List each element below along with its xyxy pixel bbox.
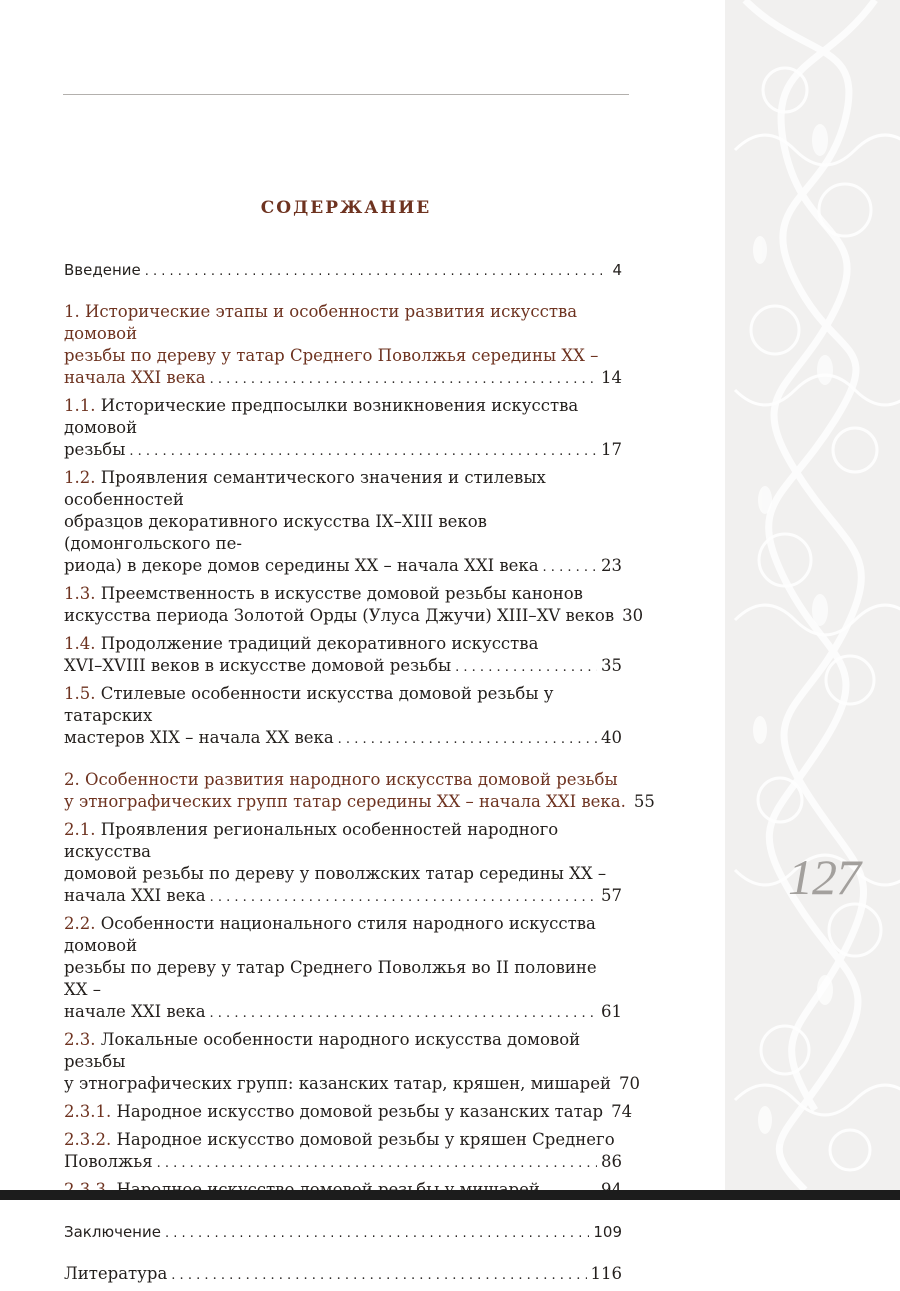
toc-entry-number: 2.3. [64, 1030, 96, 1049]
toc-entry-page: 4 [612, 261, 622, 279]
table-of-contents [64, 259, 655, 1291]
toc-entry-text: Стилевые особенности искусства домовой резьбы у татарских [64, 684, 554, 725]
toc-entry-title: риода) в декоре домов середины XX – начала XXI века [64, 556, 539, 575]
toc-entry-last-line [64, 1073, 640, 1097]
page-title: СОДЕРЖАНИЕ [260, 198, 432, 218]
toc-entry[interactable] [64, 467, 622, 579]
toc-entry[interactable] [64, 769, 655, 815]
toc-entry-page: 86 [601, 1152, 622, 1171]
toc-entry-text: резьбы по дереву у татар Среднего Поволжья середины XX – [64, 346, 599, 365]
toc-entry-title: искусства периода Золотой Орды (Улуса Джучи) XIII–XV веков [64, 606, 615, 625]
toc-entry-last-line [64, 1263, 622, 1287]
toc-entry-text: Продолжение традиций декоративного искусства [100, 634, 539, 653]
toc-entry-title: Введение [64, 261, 141, 279]
toc-entry[interactable] [64, 301, 622, 391]
toc-entry-last-line [64, 1001, 622, 1025]
toc-entry-text: образцов декоративного искусства IX–XIII веков (домонгольского пе- [64, 512, 487, 553]
toc-entry-last-line [64, 1151, 622, 1175]
toc-entry-line [64, 301, 622, 345]
toc-entry-page: 40 [601, 728, 622, 747]
toc-entry-last-line [64, 439, 622, 463]
dot-leader [455, 657, 597, 679]
toc-entry-page: 23 [601, 556, 622, 575]
toc-entry-last-line [64, 727, 622, 751]
toc-entry[interactable] [64, 683, 622, 751]
toc-entry[interactable] [64, 1029, 640, 1097]
section-gap [64, 755, 622, 769]
toc-entry-page: 35 [601, 656, 622, 675]
toc-entry-number: 1.3. [64, 584, 96, 603]
toc-entry-line [64, 863, 622, 885]
toc-entry-page: 55 [633, 792, 655, 811]
toc-entry-page: 70 [618, 1074, 640, 1093]
toc-entry[interactable] [64, 1101, 633, 1125]
toc-entry-line [64, 913, 622, 957]
toc-entry-title: Литература [64, 1264, 168, 1283]
section-gap [64, 287, 622, 301]
dot-leader [171, 1265, 586, 1287]
toc-entry-line [64, 957, 622, 1001]
toc-entry-number: 2. [64, 770, 80, 789]
toc-entry-page: 57 [601, 886, 622, 905]
dot-leader [543, 557, 597, 579]
toc-entry-text: Особенности развития народного искусства домовой резьбы [85, 770, 618, 789]
toc-entry-line [64, 1129, 622, 1151]
toc-entry-last-line [64, 605, 644, 629]
toc-entry-page: 109 [593, 1223, 622, 1241]
toc-entry-text: домовой резьбы по дереву у поволжских татар середины XX – [64, 864, 607, 883]
toc-entry-text: Исторические предпосылки возникновения искусства домовой [64, 396, 579, 437]
toc-entry-title: начала XXI века [64, 368, 206, 387]
toc-entry-number: 2.2. [64, 914, 96, 933]
toc-entry-title: у этнографических групп татар середины XX – начала XXI века. [64, 792, 626, 811]
toc-entry-number: 1.4. [64, 634, 96, 653]
toc-entry[interactable] [64, 583, 644, 629]
toc-entry[interactable] [64, 819, 622, 909]
toc-entry-page: 61 [601, 1002, 622, 1021]
dot-leader [165, 1223, 589, 1245]
dot-leader [157, 1153, 597, 1175]
toc-entry-page: 14 [601, 368, 622, 387]
toc-entry-text: Особенности национального стиля народного искусства домовой [64, 914, 596, 955]
toc-entry-line [64, 769, 622, 791]
toc-entry-last-line [64, 555, 622, 579]
dot-leader [210, 887, 597, 909]
toc-entry-title: Поволжья [64, 1152, 153, 1171]
toc-entry-page: 30 [622, 606, 644, 625]
toc-entry-title: XVI–XVIII веков в искусстве домовой резьбы [64, 656, 452, 675]
toc-entry-line [64, 511, 622, 555]
toc-entry-line [64, 395, 622, 439]
dot-leader [145, 261, 609, 283]
toc-entry-number: 2.3.2. [64, 1130, 112, 1149]
toc-entry-text: резьбы по дереву у татар Среднего Поволжья во II половине XX – [64, 958, 597, 999]
toc-entry-number: 1. [64, 302, 80, 321]
toc-entry-number: 1.2. [64, 468, 96, 487]
toc-entry-page: 116 [590, 1264, 622, 1283]
section-gap [64, 1249, 622, 1263]
toc-entry-text: Проявления региональных особенностей народного искусства [64, 820, 559, 861]
toc-entry-number: 1.5. [64, 684, 96, 703]
floral-ornament-icon [725, 0, 900, 1190]
section-gap [64, 1207, 622, 1221]
toc-entry-last-line [64, 885, 622, 909]
toc-entry-number: 2.3.1. [64, 1102, 112, 1121]
toc-entry-last-line [64, 1101, 633, 1125]
toc-entry-text: Локальные особенности народного искусства домовой резьбы [64, 1030, 581, 1071]
dot-leader [210, 1003, 597, 1025]
toc-entry-text: Преемственность в искусстве домовой резьбы канонов [100, 584, 583, 603]
toc-entry-text: Исторические этапы и особенности развития искусства домовой [64, 302, 578, 343]
toc-entry[interactable] [64, 633, 622, 679]
toc-entry[interactable] [64, 259, 622, 283]
dot-leader [338, 729, 597, 751]
dot-leader [210, 369, 597, 391]
header-divider [63, 94, 629, 95]
toc-entry-last-line [64, 367, 622, 391]
toc-entry-title: мастеров XIX – начала XX века [64, 728, 334, 747]
decorative-ornament-border [725, 0, 900, 1190]
toc-entry-line [64, 633, 622, 655]
toc-entry-last-line [64, 259, 622, 283]
toc-entry-last-line [64, 655, 622, 679]
toc-entry-line [64, 819, 622, 863]
toc-entry-line [64, 345, 622, 367]
toc-entry[interactable] [64, 1263, 622, 1287]
toc-entry[interactable] [64, 395, 622, 463]
toc-entry-line [64, 467, 622, 511]
dot-leader [129, 441, 597, 463]
toc-entry-page: 17 [601, 440, 622, 459]
toc-entry[interactable] [64, 913, 622, 1025]
toc-entry-title: начале XXI века [64, 1002, 206, 1021]
toc-entry-text: Народное искусство домовой резьбы у кряшен Среднего [116, 1130, 615, 1149]
toc-entry-last-line [64, 1221, 622, 1245]
toc-entry-last-line [64, 791, 655, 815]
toc-entry-title: Народное искусство домовой резьбы у казанских татар [116, 1102, 604, 1121]
toc-entry[interactable] [64, 1221, 622, 1245]
bottom-edge-bar [0, 1190, 900, 1200]
toc-entry-line [64, 1029, 622, 1073]
toc-entry-number: 2.1. [64, 820, 96, 839]
toc-entry-number: 1.1. [64, 396, 96, 415]
toc-entry-title: резьбы [64, 440, 126, 459]
toc-entry-title: Заключение [64, 1223, 161, 1241]
toc-entry-line [64, 583, 622, 605]
toc-entry-text: Проявления семантического значения и стилевых особенностей [64, 468, 546, 509]
toc-entry-title: у этнографических групп: казанских татар, кряшен, мишарей [64, 1074, 611, 1093]
toc-entry-title: начала XXI века [64, 886, 206, 905]
toc-entry-line [64, 683, 622, 727]
toc-entry[interactable] [64, 1129, 622, 1175]
page-number: 127 [788, 849, 860, 905]
toc-entry-page: 74 [611, 1102, 633, 1121]
